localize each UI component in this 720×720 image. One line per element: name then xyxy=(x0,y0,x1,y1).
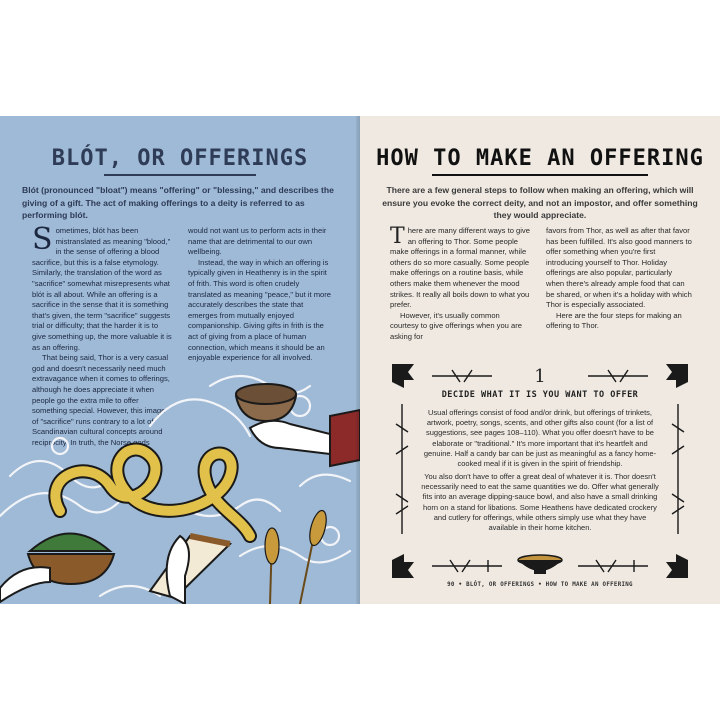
page-footer: 90 • BLÓT, OR OFFERINGS • HOW TO MAKE AN OFFERING xyxy=(447,582,633,588)
step-title: DECIDE WHAT IT IS YOU WANT TO OFFER xyxy=(441,390,639,400)
title-underline xyxy=(104,174,256,176)
right-column-2 xyxy=(546,226,692,332)
bowl-of-greens-icon xyxy=(0,534,114,603)
left-page xyxy=(0,116,360,604)
right-page-title: HOW TO MAKE AN OFFERING xyxy=(376,146,704,171)
offering-bowl-icon xyxy=(518,555,562,574)
title-underline xyxy=(432,174,648,176)
right-intro: There are a few general steps to follow when making an offering, which will ensure you evoke the correct deity, and not an impostor, and offer something they would appreciate. xyxy=(382,185,698,220)
paragraph: here are many different ways to give an offering to Thor. Some people make offerings in a formal manner, while others do so more casually. Some people make offerings on a routine basis, while others make them whenever the mood strikes. It really all boils down to what you prefer. xyxy=(390,226,530,310)
hand-icon xyxy=(167,536,189,604)
paragraph: That being said, Thor is a very casual god and doesn't necessarily need much extravagance when it comes to offerings, although he does appreciate it when people go the extra mile to offer something special. However, this image of "sacrifice" runs contrary to a lot of Scandinavian cultural concepts around reciprocity. In truth, the Norse gods xyxy=(32,353,170,447)
wheat-icon xyxy=(265,509,329,604)
paragraph: However, it's usually common courtesy to give offerings when you are asking for xyxy=(390,310,522,341)
step-number: 1 xyxy=(534,366,546,387)
drinking-horn-icon xyxy=(150,536,230,598)
drop-cap: S xyxy=(32,222,53,257)
book-spread xyxy=(0,116,720,604)
right-column-1 xyxy=(390,226,530,343)
left-page-title: BLÓT, OR OFFERINGS xyxy=(51,146,309,171)
paragraph: ometimes, blót has been mistranslated as meaning "blood," in the sense of offering a blood sacrifice, but this is a false etymology. Similarly, the translation of the word as "sacrifice" somewhat misrepresents what blót is all about. While an offering is a sacrifice in the sense that it is something that's given, the term "sacrifice" suggests trial or difficulty; that the harder it is to give something up, the more valuable it is as an offering. xyxy=(32,226,172,352)
paragraph: would not want us to perform acts in their name that are detrimental to our own wellbeing. xyxy=(188,226,327,257)
offering-illustration xyxy=(0,366,360,604)
left-column-2 xyxy=(188,226,332,364)
step-paragraph-2: You also don't have to offer a great deal of whatever it is. Thor doesn't necessarily need to eat the same quantities we do. Offer what generally fits into an average dipping-sauce bowl, and also have a small drinking horn on a stand for libations. Some Heathens have dedicated crockery and cutlery for offerings, while others simply use what they have available in their home kitchen. xyxy=(421,472,659,533)
paragraph: favors from Thor, as well as after that favor has been fulfilled. It's also good manners to offer something when you're first introducing yourself to Thor. Holiday offerings are also popular, particularly when there's already ample food that can be shared, or when it's a holiday with which Thor is especially associated. xyxy=(546,226,692,310)
paragraph: Here are the four steps for making an offering to Thor. xyxy=(546,310,682,331)
drop-cap: T xyxy=(390,224,405,249)
right-page xyxy=(360,116,720,604)
paragraph: Instead, the way in which an offering is typically given in Heathenry is in the spirit of frith. This word is often crudely translated as meaning "peace," but it more accurately describes the state that emerges from mutually enjoyed companionship. Giving gifts in frith is the act of giving from a place of human connection, which means it should be an enjoyable experience for all involved. xyxy=(188,257,332,363)
step-paragraph-1: Usual offerings consist of food and/or drink, but offerings of trinkets, artwork, poetry, songs, scents, and other gifts also count (for a list of suggestions, see pages 108–110). What you offer doesn't have to be elaborate or "traditional." It's more important that it's heartfelt and genuine. Half a candy bar can be just as meaningful as a fancy home-cooked meal if it is given in the spirit of friendship. xyxy=(423,408,657,469)
knot-bread-icon xyxy=(55,450,250,536)
left-intro: Blót (pronounced "bloat") means "offering" or "blessing," and describes the giving of a gift. The act of making offerings to a deity is referred to as performing blót. xyxy=(22,185,334,220)
